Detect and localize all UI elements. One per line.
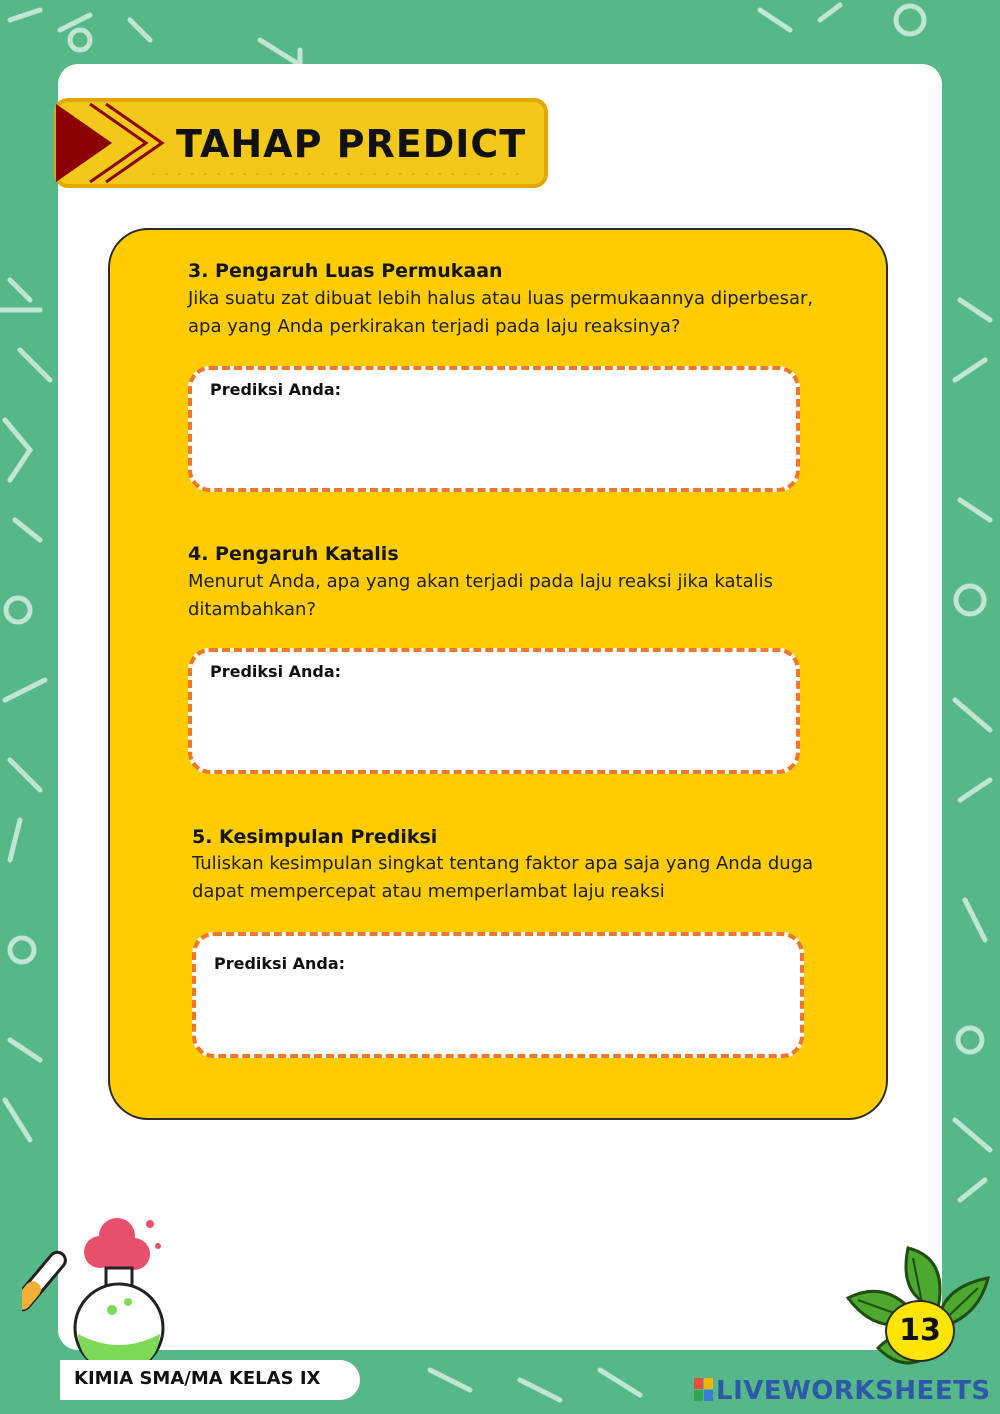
answer-label: Prediksi Anda: [210,662,342,681]
answer-label: Prediksi Anda: [214,954,346,973]
answer-input-4[interactable] [206,690,782,760]
answer-box-5[interactable] [192,932,804,1058]
page-title: TAHAP PREDICT [176,122,527,166]
flask-icon [22,1206,172,1376]
answer-label: Prediksi Anda: [210,380,342,399]
answer-box-4[interactable] [188,648,800,774]
answer-input-3[interactable] [206,408,782,478]
question-4-text: Menurut Anda, apa yang akan terjadi pada laju reaksi jika katalis ditambahkan? [188,571,773,620]
liveworksheets-logo-icon [694,1378,714,1402]
answer-input-5[interactable] [210,974,786,1044]
page-number: 13 [899,1313,941,1348]
liveworksheets-brand: LIVEWORKSHEETS [716,1376,991,1406]
question-5-text: Tuliskan kesimpulan singkat tentang faktor apa saja yang Anda duga dapat mempercepat atau memperlambat laju reaksi [192,853,814,902]
question-3-title: 3. Pengaruh Luas Permukaan [188,260,503,282]
question-3-text: Jika suatu zat dibuat lebih halus atau luas permukaannya diperbesar, apa yang Anda perkirakan terjadi pada laju reaksinya? [188,288,814,337]
liveworksheets-logo[interactable] [694,1376,990,1406]
question-4-title: 4. Pengaruh Katalis [188,543,399,565]
question-5-title: 5. Kesimpulan Prediksi [192,826,438,848]
footer-label: KIMIA SMA/MA KELAS IX [74,1368,321,1389]
answer-box-3[interactable] [188,366,800,492]
page-number-badge [885,1300,955,1362]
